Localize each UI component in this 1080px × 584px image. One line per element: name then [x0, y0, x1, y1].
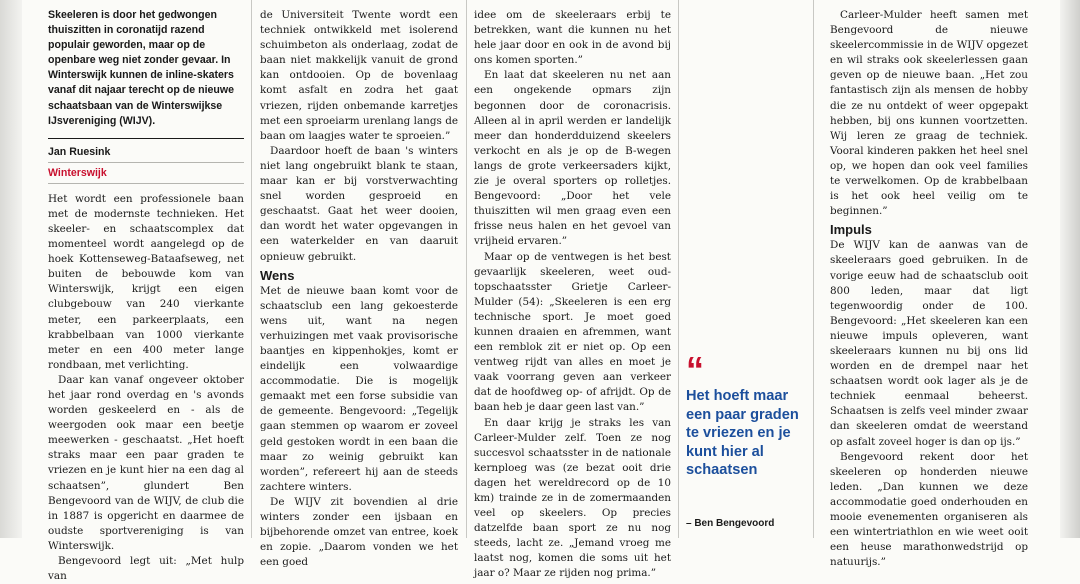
article-column-1 — [48, 8, 244, 583]
section-subheading-wens: Wens — [260, 267, 295, 283]
dateline-location: Winterswijk — [48, 166, 107, 179]
body-paragraph: De WIJV kan de aanwas van de skeeleraars goed gebruiken. In de vorige eeuw had de schaatsclub ooit 800 leden, maar dat ligt tegenwoordig onder de 100. Bengevoord: „Het skeeleren kan een nieuwe impuls opleveren, want skeeleraars kunnen nu bij ons lid worden en de drempel naar het schaatsen wordt ook lager als je de techniek eenmaal beheerst. Schaatsen is zelfs veel minder zwaar dan skeeleren omdat de weerstand op asfalt zoveel hoger is dan op ijs.” — [830, 239, 1028, 448]
article-column-3 — [474, 8, 671, 580]
byline-divider — [48, 162, 244, 163]
body-paragraph: de Universiteit Twente wordt een techniek ontwikkeld met isolerend schuimbeton als onderlaag, zodat de baan niet makkelijk vanuit de grond kan ontdooien. Op de bovenlaag komt asfalt en zodra het gaat vriezen, rijden onbemande karretjes met een sproeiarm urenlang langs de baan om laagjes water te sproeien.” — [260, 9, 458, 142]
body-paragraph: En daar krijg je straks les van Carleer-Mulder zelf. Toen ze nog succesvol schaatsster in de nationale kernploeg was (ze bezat ooit drie dagen het wereldrecord op de 10 km) trainde ze in de zomermaanden veel op skeelers. Op precies datzelfde baan sport ze nu nog steeds, lacht ze. „Jemand vroeg me laatst nog, komen die soms uit het jaar o? Maar ze rijden nog prima.” — [474, 416, 671, 580]
article-intro: Skeeleren is door het gedwongen thuiszitten in coronatijd razend populair geworden, maar op de openbare weg niet zonder gevaar. In Winterswijk kunnen de inline-skaters vanaf dit najaar terecht op de nieuwe schaatsbaan van de Winterswijkse IJsvereniging (WIJV). — [48, 9, 235, 127]
column-divider — [466, 0, 467, 538]
byline-divider — [48, 138, 244, 139]
quote-mark-icon: “ — [686, 349, 701, 390]
section-subheading-impuls: Impuls — [830, 222, 872, 238]
column-divider — [813, 0, 814, 538]
pull-quote — [686, 349, 804, 480]
body-paragraph: De WIJV zit bovendien al drie winters zonder een ijsbaan en bijbehorende omzet van entree, koek en zopie. „Daarom vonden we het een goed — [260, 495, 458, 569]
body-paragraph: Maar op de ventwegen is het best gevaarlijk skeeleren, weet oud-topschaatsster Grietje Carleer-Mulder (54): „Skeeleren is een erg technische sport. Je moet goed kunnen draaien en afremmen, want een remblok zit er niet op. Op een ventweg rijdt van alles en moet je vaak voorrang geven aan verkeer dat de hoofdweg op- of afrijdt. Op de baan heb je daar geen last van.” — [474, 250, 671, 414]
article-column-4 — [830, 8, 1028, 569]
body-paragraph: En laat dat skeeleren nu net aan een ongekende opmars zijn begonnen door de coronacrisis. Alleen al in april werden er landelijk meer dan honderdduizend skeelers verkocht en als je op de B-wegen langs de grote verkeersaders kijkt, zie je overal sporters op rolletjes. Bengevoord: „Door het vele thuiszitten wil men graag even een frisse neus halen en het gevoel van vrijheid ervaren.” — [474, 69, 671, 248]
author-name: Jan Ruesink — [48, 145, 111, 158]
body-paragraph: Daar kan vanaf ongeveer oktober het jaar rond overdag en 's avonds worden geskeelerd en - als de weergoden ook maar een beetje meewerken - geschaatst. „Het hoeft straks maar een paar graden te vriezen en je kunt hier na een dag al schaatsen”, glundert Ben Bengevoord van de WIJV, de club die in 1887 is opgericht en daarmee de oudste sportvereniging is van Winterswijk. — [48, 373, 244, 552]
body-paragraph: Bengevoord rekent door het skeeleren op honderden nieuwe leden. „Dan kunnen we deze accommodatie goed onderhouden en mooie evenementen organiseren als een wintertriathlon en wie weet ooit een heuse marathonwedstrijd op natuurijs.” — [830, 450, 1028, 569]
body-paragraph: Met de nieuwe baan komt voor de schaatsclub een lang gekoesterde wens uit, want na negen verhuizingen met vaak provisorische baantjes en kippenhokjes, komt er eindelijk een volwaardige accommodatie. Die is mogelijk gemaakt met een forse subsidie van de gemeente. Bengevoord: „Tegelijk gaan stemmen op waarom er zoveel geld gestoken wordt in een baan die maar zo weinig gebruikt kan worden”, refereert hij aan de steeds zachtere winters. — [260, 284, 458, 493]
pull-quote-text: Het hoeft maar een paar graden te vriezen en je kunt hier al schaatsen — [686, 388, 799, 479]
page-edge-shadow — [0, 0, 22, 538]
body-paragraph: Bengevoord legt uit: „Met hulp van — [48, 555, 244, 583]
pull-quote-attribution: – Ben Bengevoord — [686, 518, 775, 529]
body-paragraph: Carleer-Mulder heeft samen met Bengevoord de nieuwe skeelercommissie in de WIJV opgezet en wil straks ook skeelerlessen gaan geven op de nieuwe baan. „Het zou fantastisch zijn als mensen de hobby die ze nu ontdekt of weer opgepakt hebben, bij ons kunnen voortzetten. Wij leren ze graag de techniek. Vooral kinderen pakken het heel snel op, we hopen dan ook veel families te verwelkomen. Op de krabbelbaan is het ook heel veilig om te beginnen.” — [830, 9, 1028, 218]
body-paragraph: idee om de skeeleraars erbij te betrekken, want die kunnen nu het hele jaar door en ook in de avond bij ons komen sporten.” — [474, 9, 671, 67]
column-divider — [251, 0, 252, 538]
byline-divider — [48, 183, 244, 184]
column-divider — [678, 0, 679, 538]
body-paragraph: Het wordt een professionele baan met de modernste technieken. Het skeeler- en schaatscomplex dat momenteel wordt aangelegd op de hoek Kottenseweg-Bataafseweg, net buiten de bebouwde kom van Winterswijk, krijgt een eigen clubgebouw van 240 vierkante meter, een parkeerplaats, een krabbelbaan van 1000 vierkante meter en een 400 meter lange rondbaan, met verlichting. — [48, 192, 244, 371]
article-column-2 — [260, 8, 458, 569]
body-paragraph: Daardoor hoeft de baan 's winters niet lang ongebruikt blank te staan, maar kan er bij vorstverwachting snel worden gesproeid en geschaatst. Gaat het weer dooien, dan wordt het water opgevangen in een waterkelder en van daaruit opnieuw gebruikt. — [260, 144, 458, 263]
page-edge-shadow — [1060, 0, 1080, 538]
